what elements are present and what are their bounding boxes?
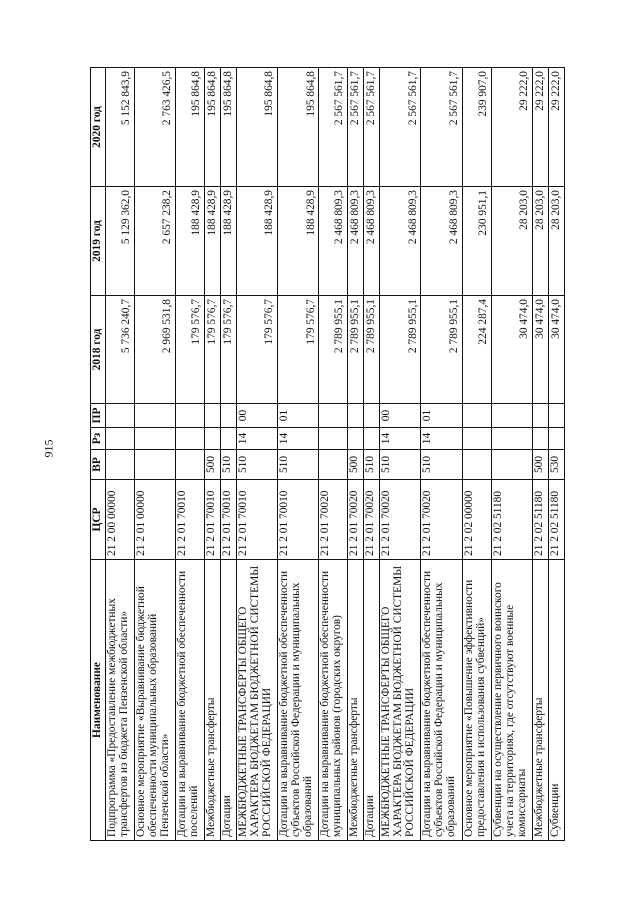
cell-csr: 21 2 01 70010 bbox=[204, 480, 220, 560]
header-csr: ЦСР bbox=[91, 480, 106, 560]
cell-vr: 510 bbox=[278, 450, 319, 480]
cell-csr: 21 2 01 00000 bbox=[134, 480, 175, 560]
cell-csr: 21 2 01 70020 bbox=[421, 480, 462, 560]
cell-y2020: 195 864,8 bbox=[176, 68, 205, 187]
cell-y2018: 30 474,0 bbox=[548, 296, 564, 404]
cell-name: Межбюджетные трансферты bbox=[204, 560, 220, 841]
table-row bbox=[319, 68, 348, 841]
cell-pr bbox=[134, 404, 175, 428]
cell-y2019: 2 468 809,3 bbox=[348, 187, 364, 296]
table-row bbox=[105, 68, 134, 841]
cell-name: Дотации на выравнивание бюджетной обеспеченности субъектов Российской Федерации и муниципальных образований bbox=[278, 560, 319, 841]
cell-y2018: 2 789 955,1 bbox=[319, 296, 348, 404]
cell-y2020: 195 864,8 bbox=[278, 68, 319, 187]
header-2018: 2018 год bbox=[91, 296, 106, 404]
cell-rz: 14 bbox=[421, 428, 462, 450]
cell-y2020: 29 222,0 bbox=[548, 68, 564, 187]
cell-pr bbox=[319, 404, 348, 428]
cell-name: МЕЖБЮДЖЕТНЫЕ ТРАНСФЕРТЫ ОБЩЕГО ХАРАКТЕРА БЮДЖЕТАМ БЮДЖЕТНОЙ СИСТЕМЫ РОССИЙСКОЙ ФЕДЕРАЦИИ bbox=[236, 560, 277, 841]
cell-pr bbox=[491, 404, 532, 428]
table-row bbox=[348, 68, 364, 841]
cell-y2019: 28 203,0 bbox=[533, 187, 549, 296]
cell-y2020: 29 222,0 bbox=[491, 68, 532, 187]
cell-y2020: 29 222,0 bbox=[533, 68, 549, 187]
table-header-row bbox=[91, 68, 106, 841]
cell-y2020: 2 567 561,7 bbox=[319, 68, 348, 187]
table-row bbox=[204, 68, 220, 841]
cell-vr: 510 bbox=[220, 450, 236, 480]
table-row bbox=[533, 68, 549, 841]
cell-y2019: 188 428,9 bbox=[236, 187, 277, 296]
cell-rz bbox=[319, 428, 348, 450]
cell-y2019: 2 657 238,2 bbox=[134, 187, 175, 296]
cell-pr: 00 bbox=[236, 404, 277, 428]
cell-y2018: 224 287,4 bbox=[462, 296, 491, 404]
cell-vr bbox=[462, 450, 491, 480]
cell-y2018: 2 789 955,1 bbox=[421, 296, 462, 404]
header-pr: ПР bbox=[91, 404, 106, 428]
cell-csr: 21 2 02 51180 bbox=[491, 480, 532, 560]
cell-vr: 510 bbox=[421, 450, 462, 480]
cell-y2019: 188 428,9 bbox=[204, 187, 220, 296]
cell-csr: 21 2 02 51180 bbox=[548, 480, 564, 560]
cell-pr bbox=[548, 404, 564, 428]
cell-y2019: 2 468 809,3 bbox=[319, 187, 348, 296]
cell-vr: 510 bbox=[380, 450, 421, 480]
table-row bbox=[364, 68, 380, 841]
table-row bbox=[380, 68, 421, 841]
cell-rz bbox=[462, 428, 491, 450]
table-row bbox=[134, 68, 175, 841]
table-row bbox=[176, 68, 205, 841]
header-rz: Рз bbox=[91, 428, 106, 450]
cell-rz bbox=[348, 428, 364, 450]
cell-name: Дотации bbox=[220, 560, 236, 841]
cell-vr: 500 bbox=[533, 450, 549, 480]
cell-pr bbox=[348, 404, 364, 428]
cell-y2018: 179 576,7 bbox=[236, 296, 277, 404]
cell-y2018: 179 576,7 bbox=[176, 296, 205, 404]
cell-pr bbox=[176, 404, 205, 428]
cell-csr: 21 2 01 70010 bbox=[278, 480, 319, 560]
table-row bbox=[278, 68, 319, 841]
header-2019: 2019 год bbox=[91, 187, 106, 296]
cell-pr: 00 bbox=[380, 404, 421, 428]
cell-name: Субвенции bbox=[548, 560, 564, 841]
header-2020: 2020 год bbox=[91, 68, 106, 187]
cell-y2020: 2 567 561,7 bbox=[364, 68, 380, 187]
cell-name: Дотации на выравнивание бюджетной обеспеченности поселений bbox=[176, 560, 205, 841]
cell-rz bbox=[105, 428, 134, 450]
budget-table-container bbox=[90, 68, 565, 841]
cell-name: Дотации на выравнивание бюджетной обеспеченности субъектов Российской Федерации и муниципальных образований bbox=[421, 560, 462, 841]
cell-csr: 21 2 01 70010 bbox=[220, 480, 236, 560]
table-row bbox=[548, 68, 564, 841]
cell-csr: 21 2 01 70020 bbox=[348, 480, 364, 560]
cell-csr: 21 2 00 00000 bbox=[105, 480, 134, 560]
cell-pr bbox=[533, 404, 549, 428]
cell-name: Основное мероприятие «Выравнивание бюджетной обеспеченности муниципальных образований Пензенской области» bbox=[134, 560, 175, 841]
cell-y2019: 2 468 809,3 bbox=[380, 187, 421, 296]
cell-y2018: 179 576,7 bbox=[220, 296, 236, 404]
cell-csr: 21 2 02 51180 bbox=[533, 480, 549, 560]
cell-name: Межбюджетные трансферты bbox=[348, 560, 364, 841]
cell-y2020: 2 567 561,7 bbox=[380, 68, 421, 187]
cell-name: МЕЖБЮДЖЕТНЫЕ ТРАНСФЕРТЫ ОБЩЕГО ХАРАКТЕРА БЮДЖЕТАМ БЮДЖЕТНОЙ СИСТЕМЫ РОССИЙСКОЙ ФЕДЕРАЦИИ bbox=[380, 560, 421, 841]
cell-pr bbox=[204, 404, 220, 428]
cell-rz bbox=[533, 428, 549, 450]
cell-name: Дотации bbox=[364, 560, 380, 841]
cell-csr: 21 2 01 70010 bbox=[236, 480, 277, 560]
cell-y2019: 2 468 809,3 bbox=[421, 187, 462, 296]
cell-y2018: 179 576,7 bbox=[204, 296, 220, 404]
cell-vr: 510 bbox=[364, 450, 380, 480]
cell-csr: 21 2 01 70020 bbox=[319, 480, 348, 560]
cell-name: Основное мероприятие «Повышение эффективности предоставления и использования субвенций» bbox=[462, 560, 491, 841]
cell-vr bbox=[176, 450, 205, 480]
page-number: 915 bbox=[41, 439, 56, 458]
cell-vr: 530 bbox=[548, 450, 564, 480]
cell-name: Субвенции на осуществление первичного воинского учета на территориях, где отсутствуют военные комиссариаты bbox=[491, 560, 532, 841]
cell-rz: 14 bbox=[380, 428, 421, 450]
cell-vr bbox=[105, 450, 134, 480]
cell-vr: 500 bbox=[348, 450, 364, 480]
cell-rz: 14 bbox=[236, 428, 277, 450]
cell-vr: 500 bbox=[204, 450, 220, 480]
cell-rz bbox=[220, 428, 236, 450]
cell-y2019: 28 203,0 bbox=[491, 187, 532, 296]
cell-pr bbox=[364, 404, 380, 428]
cell-vr bbox=[319, 450, 348, 480]
cell-y2020: 5 152 843,9 bbox=[105, 68, 134, 187]
cell-y2019: 188 428,9 bbox=[220, 187, 236, 296]
cell-rz bbox=[491, 428, 532, 450]
cell-y2020: 195 864,8 bbox=[220, 68, 236, 187]
cell-pr bbox=[105, 404, 134, 428]
cell-pr bbox=[220, 404, 236, 428]
cell-name: Дотации на выравнивание бюджетной обеспеченности муниципальных районов (городских округов) bbox=[319, 560, 348, 841]
cell-pr: 01 bbox=[421, 404, 462, 428]
table-row bbox=[421, 68, 462, 841]
cell-y2020: 239 907,0 bbox=[462, 68, 491, 187]
cell-vr bbox=[134, 450, 175, 480]
cell-rz bbox=[134, 428, 175, 450]
cell-rz: 14 bbox=[278, 428, 319, 450]
cell-y2019: 28 203,0 bbox=[548, 187, 564, 296]
budget-table bbox=[90, 67, 565, 841]
cell-csr: 21 2 01 70020 bbox=[380, 480, 421, 560]
cell-y2019: 230 951,1 bbox=[462, 187, 491, 296]
table-row bbox=[491, 68, 532, 841]
cell-y2018: 2 789 955,1 bbox=[348, 296, 364, 404]
cell-y2019: 188 428,9 bbox=[278, 187, 319, 296]
cell-rz bbox=[204, 428, 220, 450]
cell-y2018: 2 789 955,1 bbox=[380, 296, 421, 404]
cell-rz bbox=[176, 428, 205, 450]
cell-rz bbox=[548, 428, 564, 450]
cell-y2018: 2 969 531,8 bbox=[134, 296, 175, 404]
cell-csr: 21 2 01 70010 bbox=[176, 480, 205, 560]
cell-csr: 21 2 01 70020 bbox=[364, 480, 380, 560]
table-row bbox=[462, 68, 491, 841]
cell-y2020: 2 763 426,5 bbox=[134, 68, 175, 187]
cell-y2020: 195 864,8 bbox=[236, 68, 277, 187]
cell-pr bbox=[462, 404, 491, 428]
header-vr: ВР bbox=[91, 450, 106, 480]
cell-y2018: 2 789 955,1 bbox=[364, 296, 380, 404]
cell-csr: 21 2 02 00000 bbox=[462, 480, 491, 560]
cell-name: Межбюджетные трансферты bbox=[533, 560, 549, 841]
cell-y2018: 5 736 240,7 bbox=[105, 296, 134, 404]
cell-y2019: 2 468 809,3 bbox=[364, 187, 380, 296]
cell-y2020: 2 567 561,7 bbox=[348, 68, 364, 187]
cell-vr: 510 bbox=[236, 450, 277, 480]
cell-y2020: 195 864,8 bbox=[204, 68, 220, 187]
cell-y2020: 2 567 561,7 bbox=[421, 68, 462, 187]
cell-y2018: 179 576,7 bbox=[278, 296, 319, 404]
cell-vr bbox=[491, 450, 532, 480]
cell-y2019: 5 129 362,0 bbox=[105, 187, 134, 296]
cell-rz bbox=[364, 428, 380, 450]
cell-name: Подпрограмма «Предоставление межбюджетных трансфертов из бюджета Пензенской области» bbox=[105, 560, 134, 841]
cell-pr: 01 bbox=[278, 404, 319, 428]
cell-y2018: 30 474,0 bbox=[491, 296, 532, 404]
table-row bbox=[236, 68, 277, 841]
header-name: Наименование bbox=[91, 560, 106, 841]
table-row bbox=[220, 68, 236, 841]
cell-y2018: 30 474,0 bbox=[533, 296, 549, 404]
cell-y2019: 188 428,9 bbox=[176, 187, 205, 296]
